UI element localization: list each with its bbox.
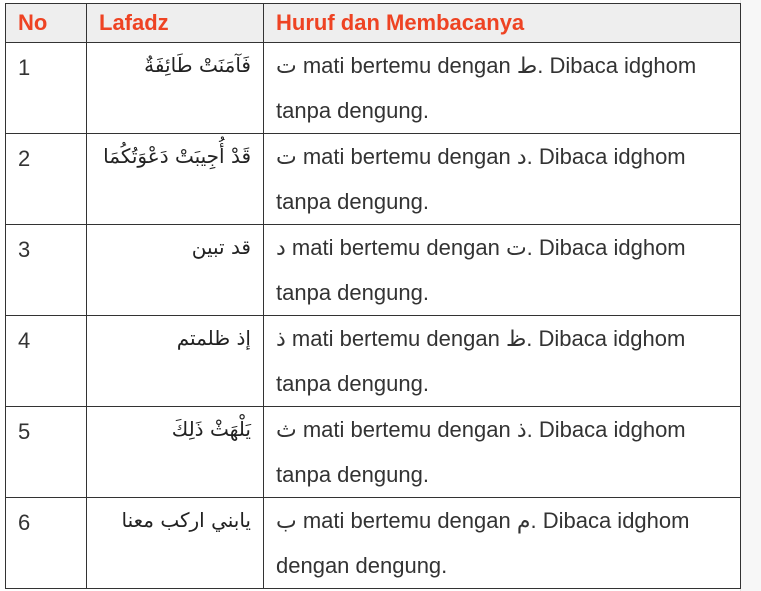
- row-description: د mati bertemu dengan ت. Dibaca idghom tanpa dengung.: [264, 225, 741, 316]
- row-lafadz: قَدْ أُجِيبَتْ دَعْوَتُكُمَا: [87, 134, 264, 225]
- row-description: ب mati bertemu dengan م. Dibaca idghom dengan dengung.: [264, 498, 741, 589]
- table-row: [6, 134, 741, 225]
- table-row: [6, 316, 741, 407]
- row-description: ت mati bertemu dengan ط. Dibaca idghom tanpa dengung.: [264, 43, 741, 134]
- row-number: 1: [6, 43, 87, 134]
- row-number: 3: [6, 225, 87, 316]
- row-number: 5: [6, 407, 87, 498]
- row-lafadz: يَلْهَثْ ذَلِكَ: [87, 407, 264, 498]
- table-row: [6, 225, 741, 316]
- table-header: [6, 4, 741, 43]
- header-description: Huruf dan Membacanya: [264, 4, 741, 43]
- table-row: [6, 498, 741, 589]
- row-lafadz: يابني اركب معنا: [87, 498, 264, 589]
- row-description: ث mati bertemu dengan ذ. Dibaca idghom tanpa dengung.: [264, 407, 741, 498]
- row-number: 2: [6, 134, 87, 225]
- tajwid-table: [5, 3, 741, 589]
- row-number: 4: [6, 316, 87, 407]
- row-lafadz: إذ ظلمتم: [87, 316, 264, 407]
- table-row: [6, 43, 741, 134]
- row-number: 6: [6, 498, 87, 589]
- row-lafadz: فَآمَنَتْ طَائِفَةٌ: [87, 43, 264, 134]
- row-description: ت mati bertemu dengan د. Dibaca idghom tanpa dengung.: [264, 134, 741, 225]
- header-row: [6, 4, 741, 43]
- header-no: No: [6, 4, 87, 43]
- header-lafadz: Lafadz: [87, 4, 264, 43]
- row-lafadz: قد تبين: [87, 225, 264, 316]
- row-description: ذ mati bertemu dengan ظ. Dibaca idghom tanpa dengung.: [264, 316, 741, 407]
- scrollbar[interactable]: [740, 0, 761, 591]
- table-row: [6, 407, 741, 498]
- table-body: [6, 43, 741, 589]
